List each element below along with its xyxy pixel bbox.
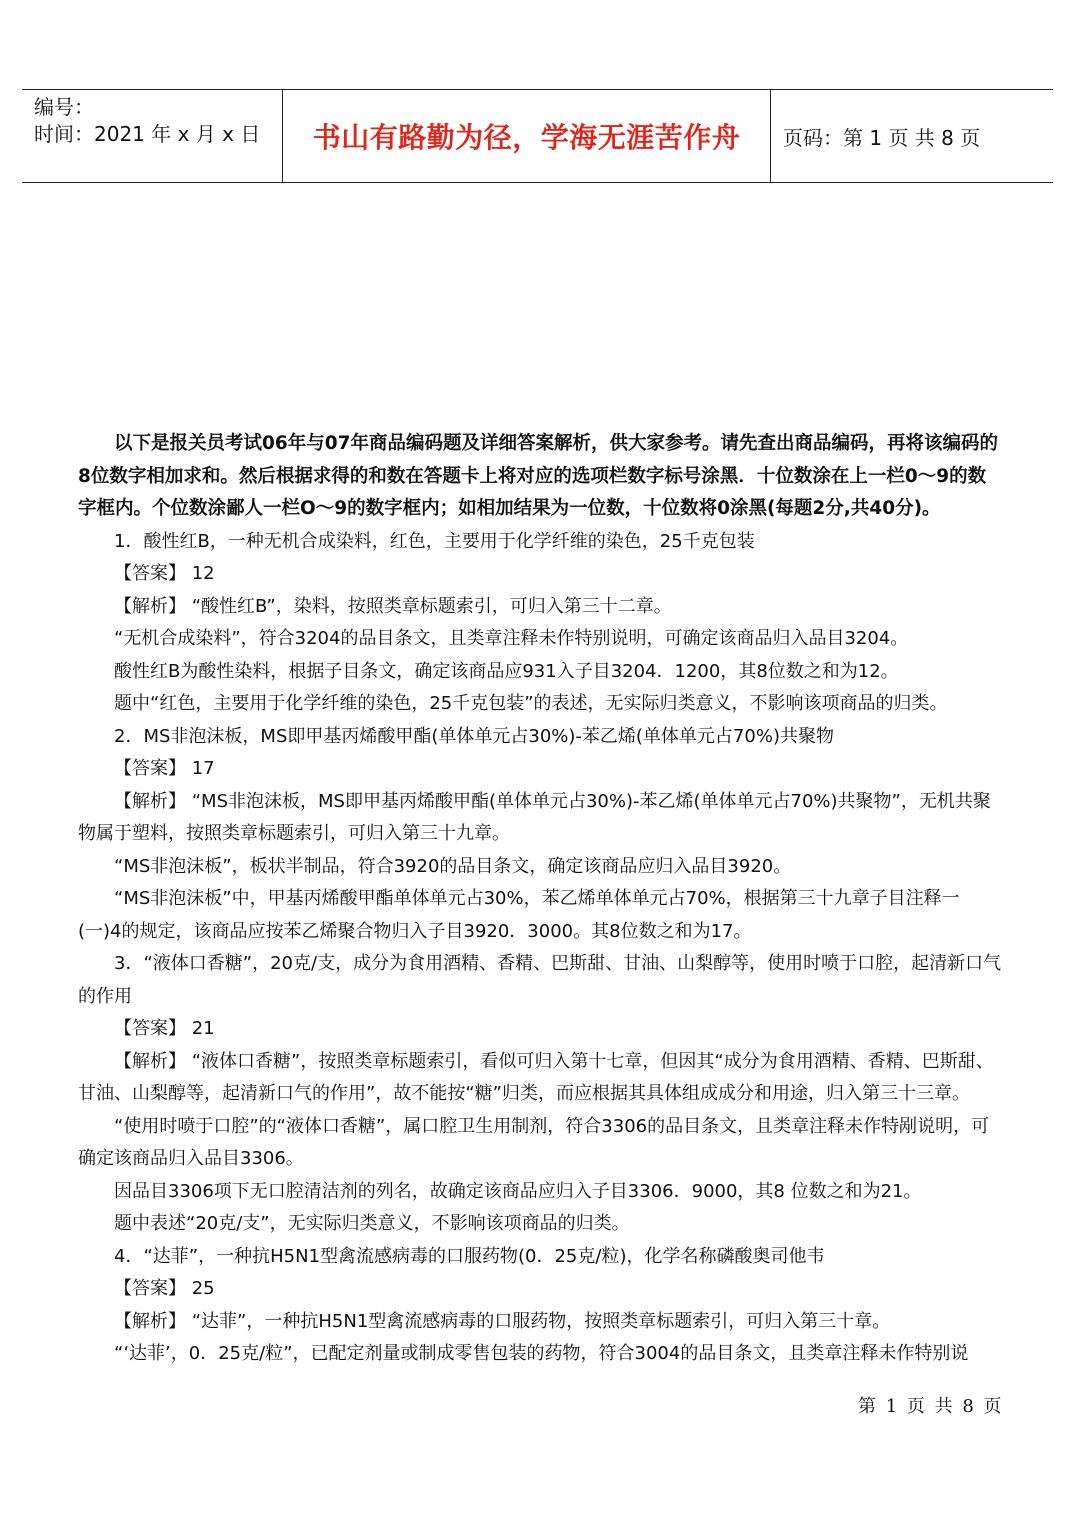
document-time-label: 时间：2021 年 x 月 x 日 bbox=[34, 122, 261, 146]
answer-4: 【答案】 25 bbox=[114, 1278, 215, 1299]
analysis-2-line: “MS非泡沫板”，板状半制品，符合3920的品目条文，确定该商品应归入品目3920。 bbox=[114, 855, 792, 877]
analysis-1-line: 题中“红色，主要用于化学纤维的染色，25千克包装”的表述，无实际归类意义，不影响该项商品的归类。 bbox=[114, 693, 948, 714]
header-page-info: 页码：第 1 页 共 8 页 bbox=[783, 125, 981, 150]
document-number-label: 编号： bbox=[34, 95, 94, 119]
answer-2: 【答案】 17 bbox=[114, 758, 215, 779]
analysis-2: 【解析】 “MS非泡沫板，MS即甲基丙烯酸甲酯(单体单元占30%)-苯乙烯(单体单元占70%)共聚物”，无机共聚物属于塑料，按照类章标题索引，可归入第三十九章。 bbox=[78, 790, 991, 844]
question-3: 3．“液体口香糖”，20克/支，成分为食用酒精、香精、巴斯甜、甘油、山梨醇等，使用时喷于口腔，起清新口气的作用 bbox=[78, 953, 1002, 1007]
analysis-1-line: 酸性红B为酸性染料，根据子目条文，确定该商品应931入子目3204．1200，其8位数之和为12。 bbox=[114, 660, 899, 682]
question-4: 4．“达菲”，一种抗H5N1型禽流感病毒的口服药物(0．25克/粒)，化学名称磷酸奥司他韦 bbox=[114, 1245, 825, 1267]
document-body bbox=[78, 428, 1003, 1371]
question-2: 2．MS非泡沫板，MS即甲基丙烯酸甲酯(单体单元占30%)-苯乙烯(单体单元占70%)共聚物 bbox=[114, 725, 834, 747]
analysis-4-line: “‘达菲’，0．25克/粒”，已配定剂量或制成零售包装的药物，符合3004的品目条文，且类章注释未作特别说 bbox=[114, 1343, 969, 1364]
header-motto: 书山有路勤为径，学海无涯苦作舟 bbox=[283, 90, 771, 182]
answer-1: 【答案】 12 bbox=[114, 563, 215, 584]
analysis-4: 【解析】 “达菲”，一种抗H5N1型禽流感病毒的口服药物，按照类章标题索引，可归入第三十章。 bbox=[114, 1310, 891, 1332]
analysis-1: 【解析】 “酸性红B”，染料，按照类章标题索引，可归入第三十二章。 bbox=[114, 595, 672, 617]
page-header bbox=[22, 89, 1053, 183]
analysis-3-line: 题中表述“20克/支”，无实际归类意义，不影响该项商品的归类。 bbox=[114, 1213, 630, 1234]
question-1: 1．酸性红B，一种无机合成染料，红色，主要用于化学纤维的染色，25千克包装 bbox=[114, 530, 755, 552]
analysis-1-line: “无机合成染料”，符合3204的品目条文，且类章注释未作特别说明，可确定该商品归入品目3204。 bbox=[114, 628, 909, 649]
analysis-3-line: “使用时喷于口腔”的“液体口香糖”，属口腔卫生用制剂，符合3306的品目条文，且类章注释未作特剐说明，可确定该商品归入品目3306。 bbox=[78, 1115, 990, 1169]
answer-3: 【答案】 21 bbox=[114, 1018, 215, 1039]
analysis-2-line: “MS非泡沫板”中，甲基丙烯酸甲酯单体单元占30%，苯乙烯单体单元占70%，根据第三十九章子目注释一(一)4的规定，该商品应按苯乙烯聚合物归入子目3920．3000。其8位数之和为17。 bbox=[78, 888, 960, 942]
intro-paragraph: 以下是报关员考试06年与07年商品编码题及详细答案解析，供大家参考。请先查出商品编码，再将该编码的8位数字相加求和。然后根据求得的和数在答题卡上将对应的选项栏数字标号涂黑．十位数涂在上一栏0～9的数字框内。个位数涂鄙人一栏O～9的数字框内；如相加结果为一位数，十位数将0涂黑(每题2分,共40分)。 bbox=[78, 433, 998, 519]
header-meta bbox=[22, 90, 283, 182]
analysis-3-line: 因品目3306项下无口腔清洁剂的列名，故确定该商品应归入子目3306．9000，其8 位数之和为21。 bbox=[114, 1180, 922, 1202]
analysis-3: 【解析】 “液体口香糖”，按照类章标题索引，看似可归入第十七章，但因其“成分为食用酒精、香精、巴斯甜、甘油、山梨醇等，起清新口气的作用”，故不能按“糖”归类，而应根据其具体组成成分和用途，归入第三十三章。 bbox=[78, 1050, 994, 1104]
page-footer: 第 1 页 共 8 页 bbox=[858, 1396, 1004, 1417]
